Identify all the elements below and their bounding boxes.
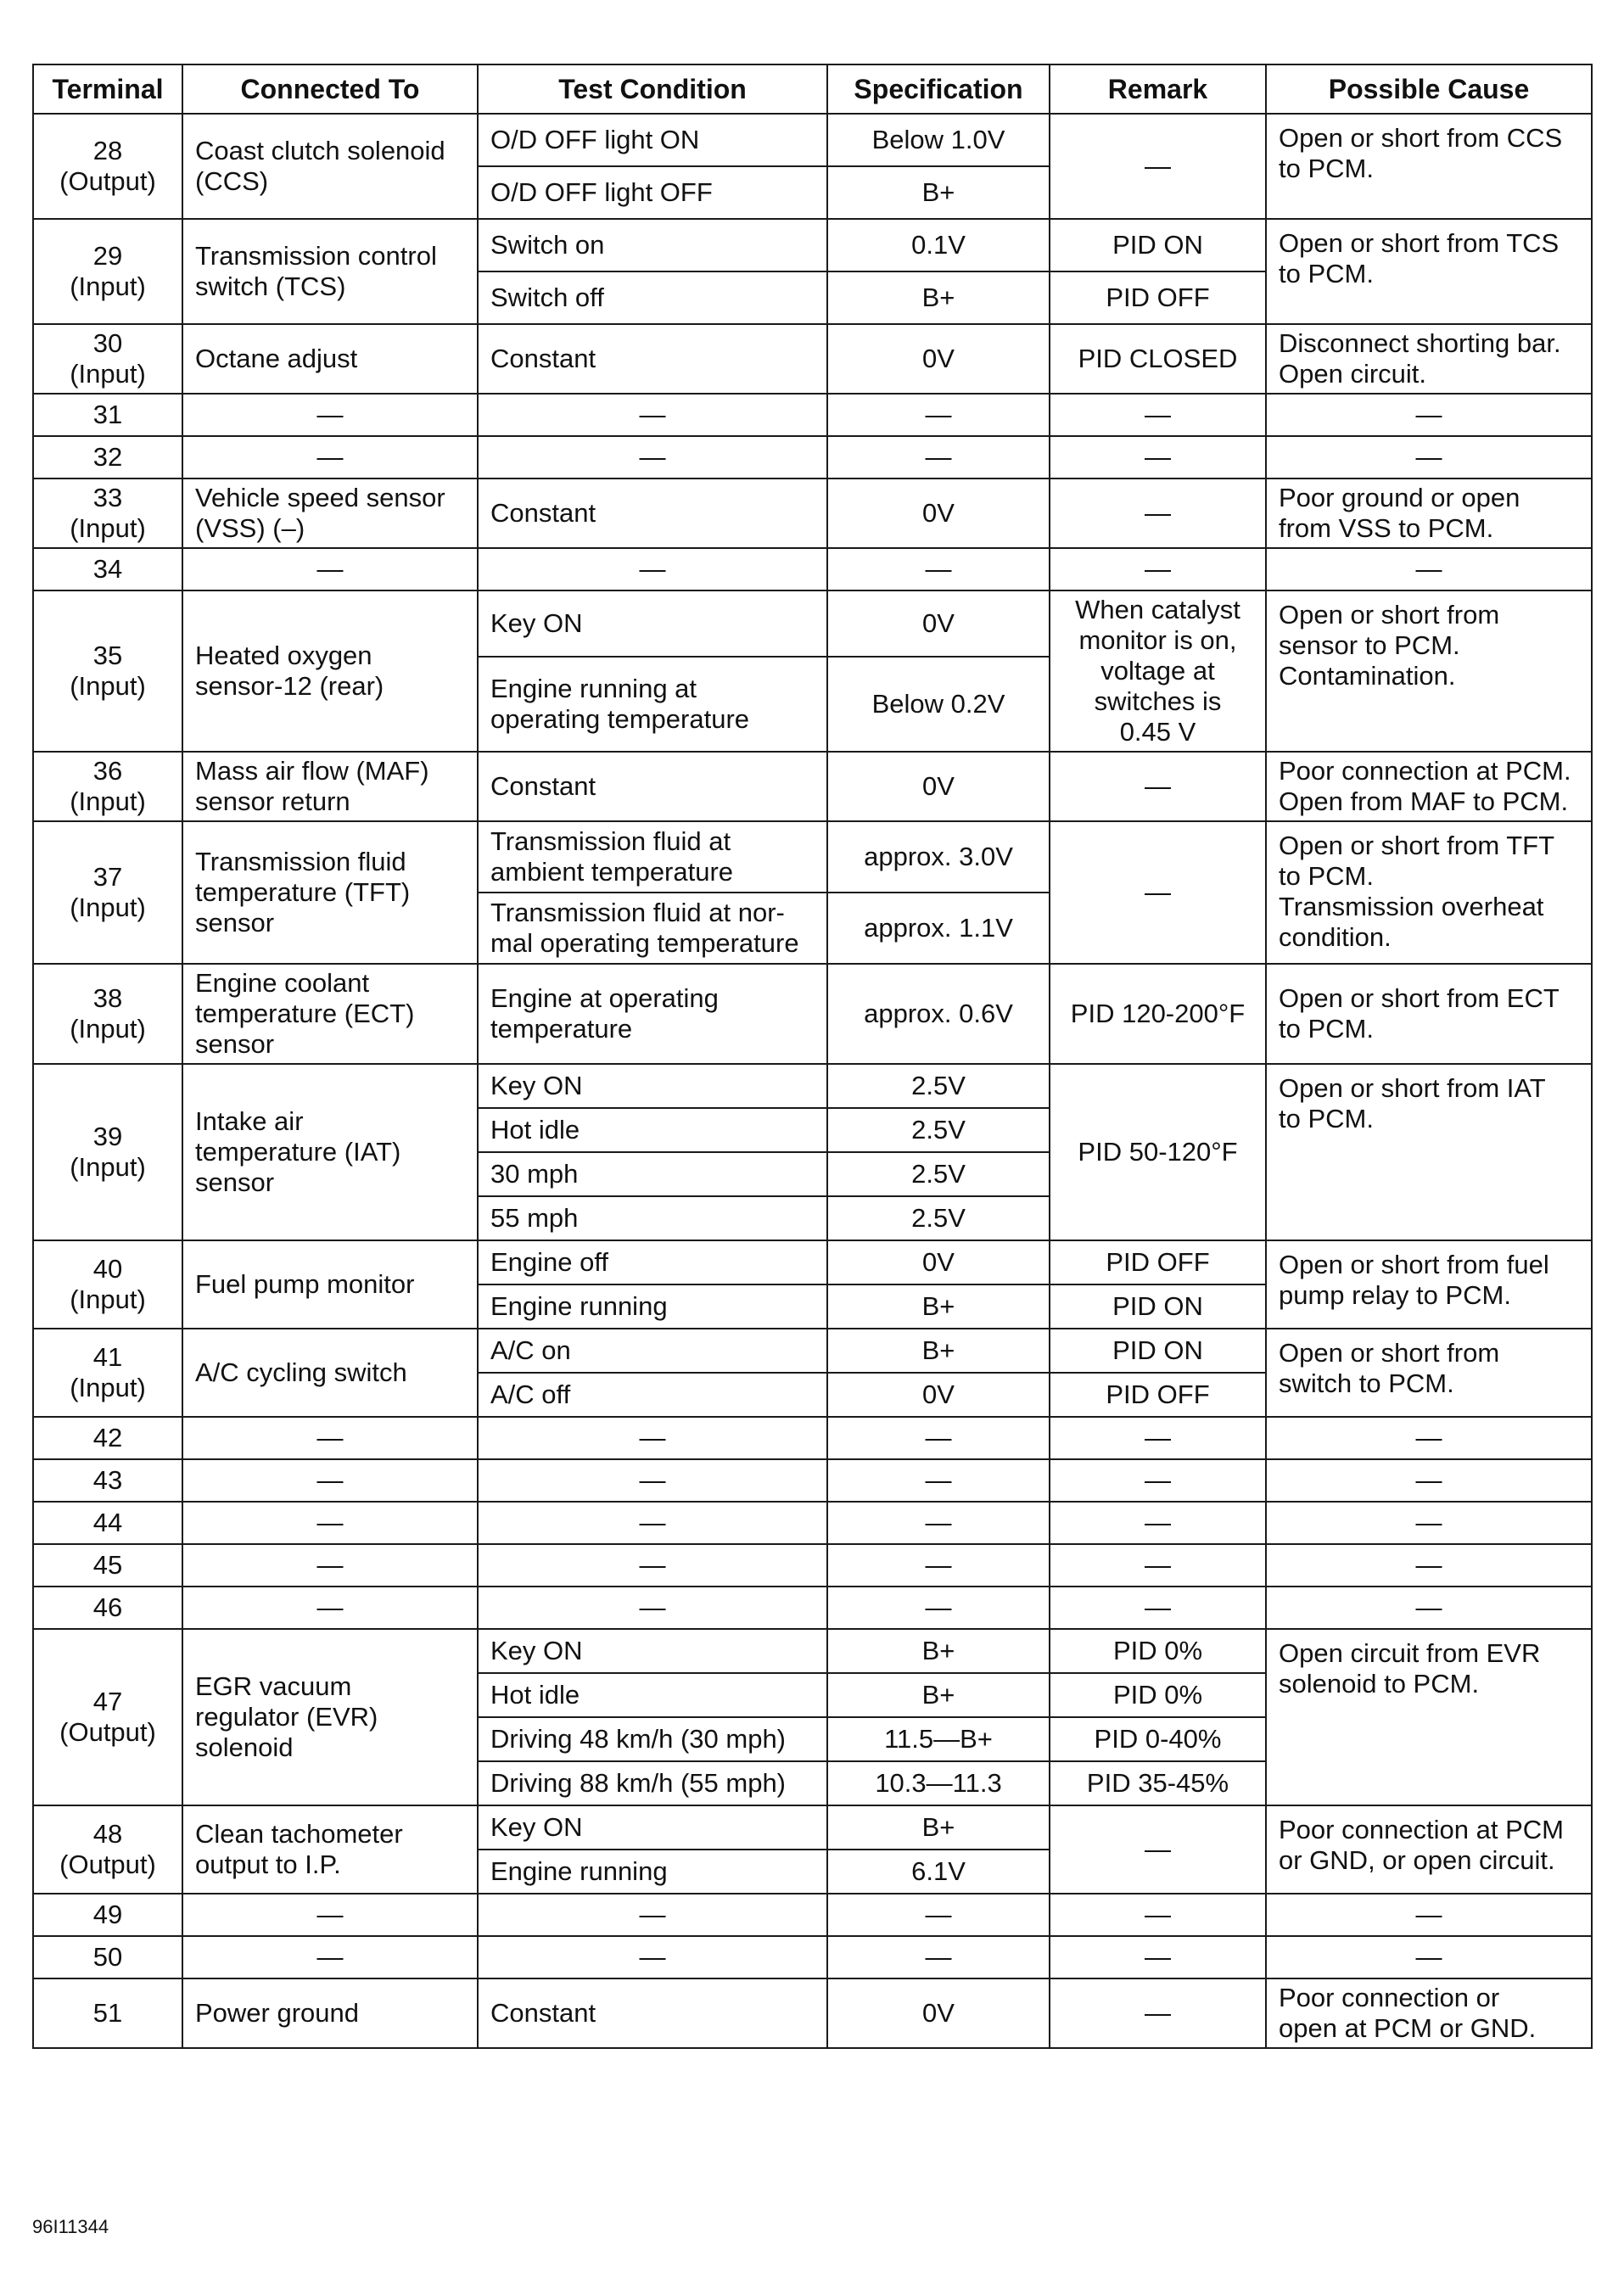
terminal-cell: 31	[33, 394, 182, 436]
empty-cell: —	[1266, 548, 1592, 590]
terminal-spec-table	[32, 64, 1593, 2049]
empty-cell: —	[182, 548, 478, 590]
empty-cell: —	[1050, 394, 1266, 436]
table-body	[33, 114, 1592, 2048]
empty-cell: —	[827, 436, 1050, 479]
terminal-cell: 37 (Input)	[33, 821, 182, 964]
specification-cell: 2.5V	[827, 1064, 1050, 1108]
connected-to-cell: EGR vacuum regulator (EVR) solenoid	[182, 1629, 478, 1805]
terminal-cell: 48 (Output)	[33, 1805, 182, 1894]
test-condition-cell: 55 mph	[478, 1196, 827, 1240]
remark-cell: —	[1050, 114, 1266, 219]
remark-cell: PID OFF	[1050, 1373, 1266, 1417]
specification-cell: B+	[827, 1329, 1050, 1373]
specification-cell: approx. 1.1V	[827, 893, 1050, 964]
possible-cause-cell: Poor connection at PCM. Open from MAF to PCM.	[1266, 752, 1592, 821]
empty-cell: —	[478, 1417, 827, 1459]
specification-cell: B+	[827, 1284, 1050, 1329]
possible-cause-cell: Open or short from fuel pump relay to PCM.	[1266, 1240, 1592, 1329]
remark-cell: PID OFF	[1050, 271, 1266, 324]
specification-cell: 2.5V	[827, 1196, 1050, 1240]
terminal-cell: 28 (Output)	[33, 114, 182, 219]
specification-cell: 0V	[827, 752, 1050, 821]
test-condition-cell: Key ON	[478, 1629, 827, 1673]
test-condition-cell: 30 mph	[478, 1152, 827, 1196]
empty-cell: —	[478, 1459, 827, 1502]
remark-cell: PID ON	[1050, 1329, 1266, 1373]
test-condition-cell: Engine running at operating temperature	[478, 657, 827, 752]
empty-cell: —	[478, 1502, 827, 1544]
remark-cell: PID OFF	[1050, 1240, 1266, 1284]
terminal-cell: 40 (Input)	[33, 1240, 182, 1329]
possible-cause-cell: Poor ground or open from VSS to PCM.	[1266, 479, 1592, 548]
possible-cause-cell: Open or short from TFT to PCM. Transmission overheat condition.	[1266, 821, 1592, 964]
empty-cell: —	[827, 394, 1050, 436]
test-condition-cell: Key ON	[478, 1064, 827, 1108]
test-condition-cell: Engine running	[478, 1850, 827, 1894]
table-row	[33, 1417, 1592, 1459]
connected-to-cell: Vehicle speed sensor (VSS) (–)	[182, 479, 478, 548]
test-condition-cell: Switch off	[478, 271, 827, 324]
empty-cell: —	[182, 394, 478, 436]
table-row	[33, 1502, 1592, 1544]
table-row	[33, 1329, 1592, 1373]
test-condition-cell: A/C on	[478, 1329, 827, 1373]
possible-cause-cell: Disconnect shorting bar. Open circuit.	[1266, 324, 1592, 394]
terminal-cell: 47 (Output)	[33, 1629, 182, 1805]
table-header-row	[33, 64, 1592, 114]
table-row	[33, 219, 1592, 271]
test-condition-cell: Driving 48 km/h (30 mph)	[478, 1717, 827, 1761]
table-row	[33, 964, 1592, 1064]
table-row	[33, 1894, 1592, 1936]
remark-cell: PID 0%	[1050, 1629, 1266, 1673]
terminal-cell: 35 (Input)	[33, 590, 182, 752]
column-header-specification: Specification	[827, 64, 1050, 114]
empty-cell: —	[1050, 1417, 1266, 1459]
terminal-cell: 36 (Input)	[33, 752, 182, 821]
empty-cell: —	[182, 1417, 478, 1459]
specification-cell: 0V	[827, 590, 1050, 657]
remark-cell: —	[1050, 1978, 1266, 2048]
empty-cell: —	[1266, 436, 1592, 479]
empty-cell: —	[827, 548, 1050, 590]
terminal-cell: 44	[33, 1502, 182, 1544]
possible-cause-cell: Open or short from CCS to PCM.	[1266, 114, 1592, 219]
empty-cell: —	[478, 1544, 827, 1587]
column-header-terminal: Terminal	[33, 64, 182, 114]
remark-cell: PID ON	[1050, 1284, 1266, 1329]
table-row	[33, 1805, 1592, 1850]
specification-cell: B+	[827, 1673, 1050, 1717]
figure-code: 96I11344	[32, 2216, 109, 2237]
possible-cause-cell: Open or short from switch to PCM.	[1266, 1329, 1592, 1417]
specification-cell: 2.5V	[827, 1108, 1050, 1152]
specification-cell: 10.3—11.3	[827, 1761, 1050, 1805]
remark-cell: —	[1050, 1805, 1266, 1894]
test-condition-cell: A/C off	[478, 1373, 827, 1417]
empty-cell: —	[1050, 1459, 1266, 1502]
empty-cell: —	[1266, 1544, 1592, 1587]
empty-cell: —	[478, 548, 827, 590]
empty-cell: —	[827, 1894, 1050, 1936]
specification-cell: B+	[827, 166, 1050, 219]
test-condition-cell: Constant	[478, 752, 827, 821]
empty-cell: —	[1266, 1587, 1592, 1629]
empty-cell: —	[478, 1936, 827, 1978]
terminal-cell: 30 (Input)	[33, 324, 182, 394]
possible-cause-cell: Open or short from TCS to PCM.	[1266, 219, 1592, 324]
empty-cell: —	[827, 1587, 1050, 1629]
table-row	[33, 1240, 1592, 1284]
empty-cell: —	[1050, 1587, 1266, 1629]
table-row	[33, 1459, 1592, 1502]
column-header-connected-to: Connected To	[182, 64, 478, 114]
test-condition-cell: Transmission fluid at ambient temperature	[478, 821, 827, 893]
connected-to-cell: Transmission fluid temperature (TFT) sensor	[182, 821, 478, 964]
remark-cell: —	[1050, 821, 1266, 964]
remark-cell: PID 120-200°F	[1050, 964, 1266, 1064]
empty-cell: —	[1266, 394, 1592, 436]
table-row	[33, 394, 1592, 436]
table-row	[33, 1978, 1592, 2048]
test-condition-cell: Constant	[478, 324, 827, 394]
test-condition-cell: Transmission fluid at nor- mal operating temperature	[478, 893, 827, 964]
terminal-cell: 42	[33, 1417, 182, 1459]
empty-cell: —	[1266, 1502, 1592, 1544]
table-row	[33, 1936, 1592, 1978]
test-condition-cell: Hot idle	[478, 1108, 827, 1152]
table-row	[33, 752, 1592, 821]
table-row	[33, 479, 1592, 548]
empty-cell: —	[478, 1894, 827, 1936]
table-row	[33, 324, 1592, 394]
test-condition-cell: Engine off	[478, 1240, 827, 1284]
specification-cell: 2.5V	[827, 1152, 1050, 1196]
empty-cell: —	[1266, 1894, 1592, 1936]
remark-cell: PID ON	[1050, 219, 1266, 271]
specification-cell: Below 1.0V	[827, 114, 1050, 166]
empty-cell: —	[827, 1936, 1050, 1978]
table-row	[33, 1544, 1592, 1587]
remark-cell: PID 35-45%	[1050, 1761, 1266, 1805]
remark-cell: When catalyst monitor is on, voltage at switches is 0.45 V	[1050, 590, 1266, 752]
test-condition-cell: Engine at operating temperature	[478, 964, 827, 1064]
terminal-spec-sheet	[32, 64, 1591, 2049]
terminal-cell: 45	[33, 1544, 182, 1587]
column-header-test-condition: Test Condition	[478, 64, 827, 114]
test-condition-cell: Switch on	[478, 219, 827, 271]
empty-cell: —	[1266, 1936, 1592, 1978]
specification-cell: 0V	[827, 324, 1050, 394]
test-condition-cell: Driving 88 km/h (55 mph)	[478, 1761, 827, 1805]
column-header-remark: Remark	[1050, 64, 1266, 114]
empty-cell: —	[1266, 1459, 1592, 1502]
terminal-cell: 46	[33, 1587, 182, 1629]
terminal-cell: 32	[33, 436, 182, 479]
terminal-cell: 50	[33, 1936, 182, 1978]
empty-cell: —	[182, 1587, 478, 1629]
test-condition-cell: Hot idle	[478, 1673, 827, 1717]
connected-to-cell: Intake air temperature (IAT) sensor	[182, 1064, 478, 1240]
empty-cell: —	[1266, 1417, 1592, 1459]
connected-to-cell: Engine coolant temperature (ECT) sensor	[182, 964, 478, 1064]
empty-cell: —	[1050, 1502, 1266, 1544]
test-condition-cell: O/D OFF light OFF	[478, 166, 827, 219]
empty-cell: —	[1050, 1544, 1266, 1587]
remark-cell: PID CLOSED	[1050, 324, 1266, 394]
terminal-cell: 38 (Input)	[33, 964, 182, 1064]
table-row	[33, 114, 1592, 166]
specification-cell: 6.1V	[827, 1850, 1050, 1894]
table-row	[33, 1629, 1592, 1673]
terminal-cell: 33 (Input)	[33, 479, 182, 548]
possible-cause-cell: Poor connection at PCM or GND, or open circuit.	[1266, 1805, 1592, 1894]
possible-cause-cell: Open circuit from EVR solenoid to PCM.	[1266, 1629, 1592, 1805]
specification-cell: B+	[827, 1629, 1050, 1673]
terminal-cell: 29 (Input)	[33, 219, 182, 324]
connected-to-cell: A/C cycling switch	[182, 1329, 478, 1417]
test-condition-cell: O/D OFF light ON	[478, 114, 827, 166]
specification-cell: 0V	[827, 1978, 1050, 2048]
empty-cell: —	[827, 1459, 1050, 1502]
empty-cell: —	[478, 394, 827, 436]
terminal-cell: 49	[33, 1894, 182, 1936]
remark-cell: PID 0%	[1050, 1673, 1266, 1717]
empty-cell: —	[182, 1894, 478, 1936]
table-row	[33, 436, 1592, 479]
specification-cell: 0V	[827, 1373, 1050, 1417]
connected-to-cell: Transmission control switch (TCS)	[182, 219, 478, 324]
table-row	[33, 1587, 1592, 1629]
test-condition-cell: Engine running	[478, 1284, 827, 1329]
empty-cell: —	[827, 1544, 1050, 1587]
remark-cell: —	[1050, 752, 1266, 821]
terminal-cell: 39 (Input)	[33, 1064, 182, 1240]
empty-cell: —	[1050, 1936, 1266, 1978]
remark-cell: PID 50-120°F	[1050, 1064, 1266, 1240]
table-row	[33, 590, 1592, 657]
specification-cell: B+	[827, 1805, 1050, 1850]
test-condition-cell: Key ON	[478, 590, 827, 657]
test-condition-cell: Constant	[478, 1978, 827, 2048]
connected-to-cell: Mass air flow (MAF) sensor return	[182, 752, 478, 821]
possible-cause-cell: Open or short from IAT to PCM.	[1266, 1064, 1592, 1240]
specification-cell: 11.5—B+	[827, 1717, 1050, 1761]
empty-cell: —	[827, 1502, 1050, 1544]
test-condition-cell: Key ON	[478, 1805, 827, 1850]
specification-cell: 0.1V	[827, 219, 1050, 271]
connected-to-cell: Coast clutch solenoid (CCS)	[182, 114, 478, 219]
empty-cell: —	[478, 436, 827, 479]
specification-cell: Below 0.2V	[827, 657, 1050, 752]
specification-cell: approx. 0.6V	[827, 964, 1050, 1064]
connected-to-cell: Power ground	[182, 1978, 478, 2048]
possible-cause-cell: Open or short from ECT to PCM.	[1266, 964, 1592, 1064]
terminal-cell: 34	[33, 548, 182, 590]
connected-to-cell: Octane adjust	[182, 324, 478, 394]
empty-cell: —	[1050, 1894, 1266, 1936]
specification-cell: approx. 3.0V	[827, 821, 1050, 893]
remark-cell: PID 0-40%	[1050, 1717, 1266, 1761]
empty-cell: —	[182, 1459, 478, 1502]
empty-cell: —	[1050, 548, 1266, 590]
empty-cell: —	[1050, 436, 1266, 479]
empty-cell: —	[182, 1936, 478, 1978]
connected-to-cell: Clean tachometer output to I.P.	[182, 1805, 478, 1894]
empty-cell: —	[182, 436, 478, 479]
empty-cell: —	[182, 1544, 478, 1587]
empty-cell: —	[478, 1587, 827, 1629]
table-row	[33, 821, 1592, 893]
column-header-possible-cause: Possible Cause	[1266, 64, 1592, 114]
table-row	[33, 1064, 1592, 1108]
connected-to-cell: Heated oxygen sensor-12 (rear)	[182, 590, 478, 752]
terminal-cell: 51	[33, 1978, 182, 2048]
possible-cause-cell: Open or short from sensor to PCM. Contamination.	[1266, 590, 1592, 752]
empty-cell: —	[827, 1417, 1050, 1459]
test-condition-cell: Constant	[478, 479, 827, 548]
connected-to-cell: Fuel pump monitor	[182, 1240, 478, 1329]
possible-cause-cell: Poor connection or open at PCM or GND.	[1266, 1978, 1592, 2048]
table-row	[33, 548, 1592, 590]
specification-cell: B+	[827, 271, 1050, 324]
specification-cell: 0V	[827, 1240, 1050, 1284]
terminal-cell: 43	[33, 1459, 182, 1502]
specification-cell: 0V	[827, 479, 1050, 548]
terminal-cell: 41 (Input)	[33, 1329, 182, 1417]
empty-cell: —	[182, 1502, 478, 1544]
remark-cell: —	[1050, 479, 1266, 548]
